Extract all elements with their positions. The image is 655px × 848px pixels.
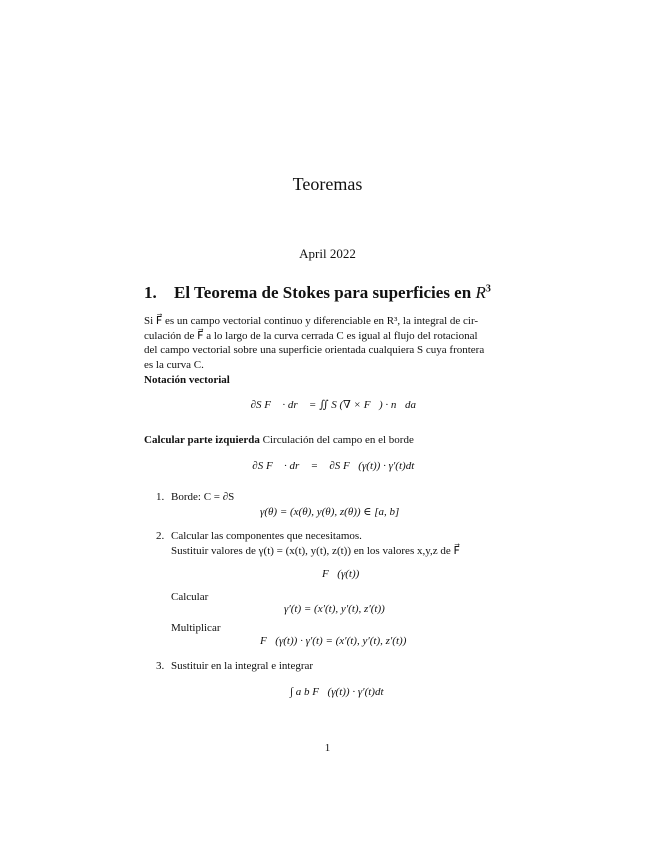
step-2-marker: 2.: [156, 530, 165, 542]
intro-line-2: culación de F⃗ a lo largo de la curva cerrada C es igual al flujo del rotacional: [144, 329, 478, 342]
page-number: 1: [324, 742, 331, 754]
notation-heading-text: Notación vectorial: [144, 374, 230, 386]
intro-line-4: es la curva C.: [144, 358, 204, 371]
step-3-marker: 3.: [156, 660, 165, 672]
step-2-calc-label: Calcular: [171, 591, 209, 603]
step-2-text: Calcular las componentes que necesitamos.: [171, 530, 362, 542]
section-title: El Teorema de Stokes para superficies en: [174, 283, 472, 302]
step-2-equation-3: F⃗(γ(t)) · γ′(t) = (x′(t), y′(t), z′(t)): [260, 635, 407, 647]
section-number: 1.: [144, 283, 157, 302]
intro-line-3: del campo vectorial sobre una superficie orientada cualquiera S cuya frontera: [144, 344, 485, 356]
step-2-equation-1: F⃗(γ(t)): [322, 568, 360, 580]
intro-paragraph: [144, 314, 514, 372]
step-2-mult-label: Multiplicar: [171, 622, 221, 634]
left-side-heading-bold: Calcular parte izquierda: [144, 434, 260, 446]
step-2-subtext: Sustituir valores de γ(t) = (x(t), y(t), z(t)) en los valores x,y,z de F⃗: [171, 545, 460, 557]
step-3-equation: ∫ a b F⃗(γ(t)) · γ′(t)dt: [290, 686, 384, 698]
step-1-equation: γ(θ) = (x(θ), y(θ), z(θ)) ∈ [a, b]: [260, 506, 400, 518]
document-date: April 2022: [299, 246, 356, 261]
intro-line-1: Si F⃗ es un campo vectorial continuo y diferenciable en R³, la integral de cir-: [144, 315, 479, 327]
step-1-text: Borde: C = ∂S: [171, 491, 235, 503]
document-title: Teoremas: [292, 174, 363, 194]
section-heading: [144, 283, 491, 303]
circulation-equation: ∮∂S F⃗ · dr⃗ = ∮∂S F⃗(γ(t)) · γ′(t)dt: [243, 460, 415, 472]
left-side-heading: [144, 433, 514, 448]
left-side-heading-rest: Circulación del campo en el borde: [262, 434, 414, 446]
step-3-text: Sustituir en la integral e integrar: [171, 660, 314, 672]
section-r-exponent: 3: [485, 283, 491, 295]
step-2-equation-2: γ′(t) = (x′(t), y′(t), z′(t)): [284, 603, 385, 615]
notation-heading: [144, 373, 514, 388]
step-1-marker: 1.: [156, 491, 165, 503]
section-r-symbol: R: [475, 283, 486, 302]
stokes-equation: ∮∂S F⃗ · dr⃗ = ∬ S (∇ × F⃗) · n⃗da: [242, 399, 416, 411]
